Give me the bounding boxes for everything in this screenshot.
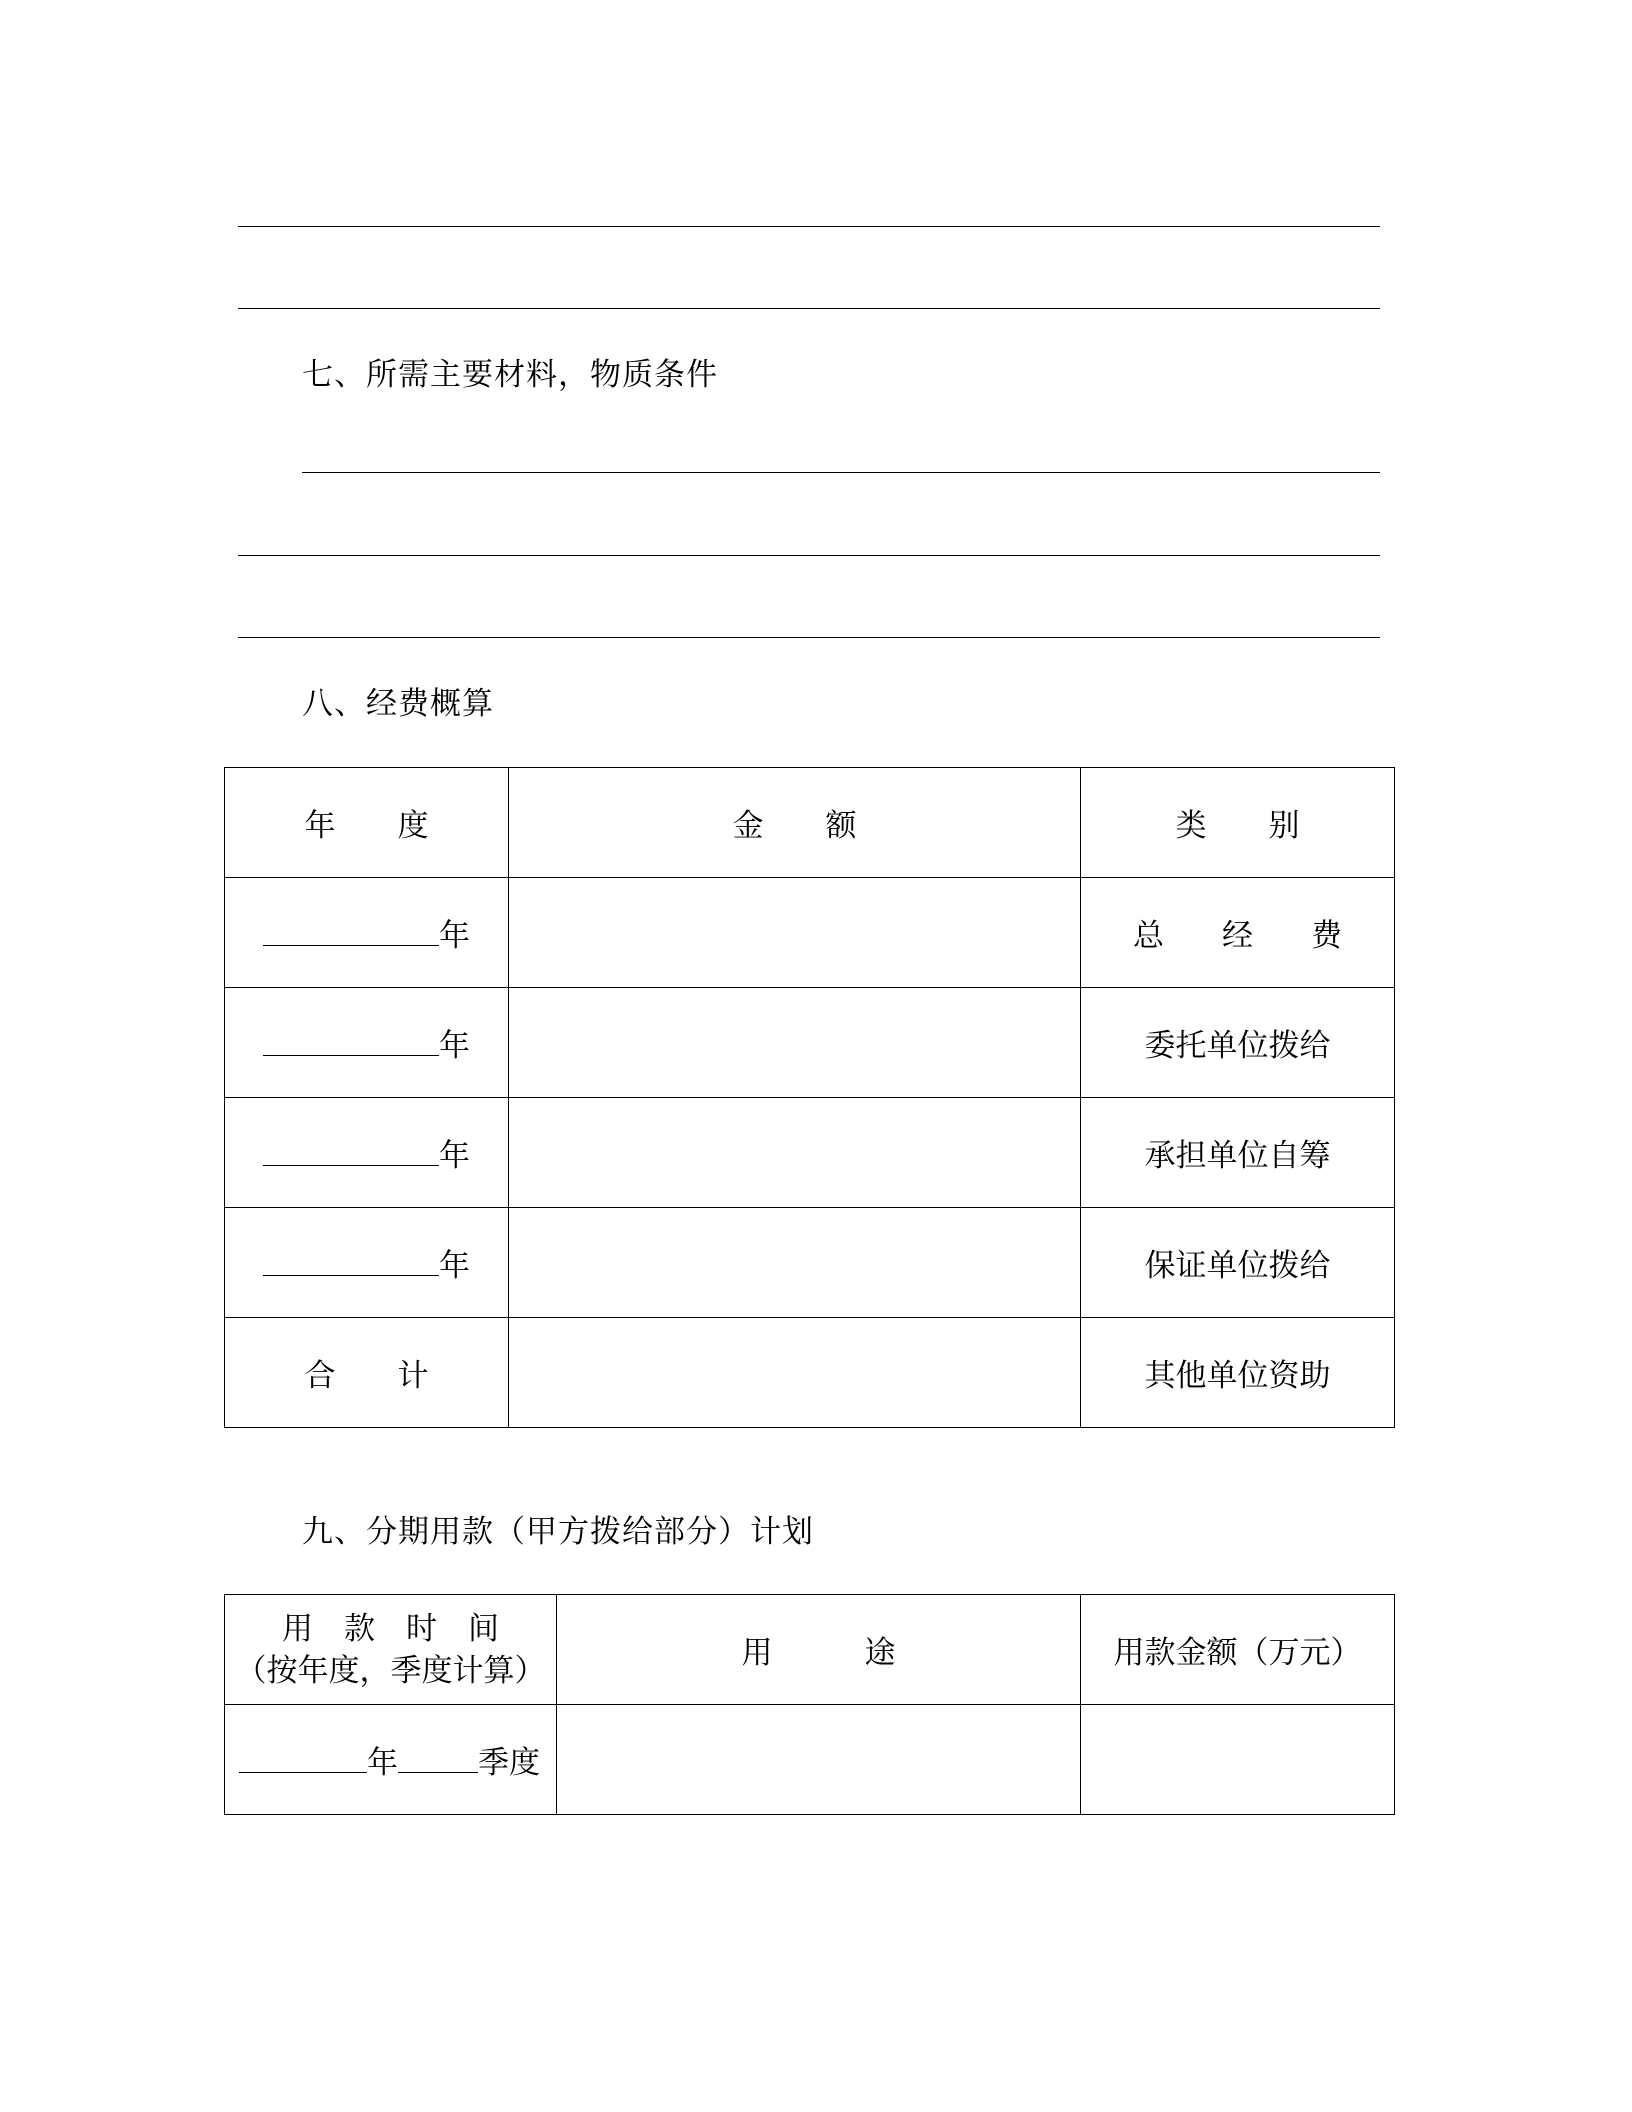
category-cell: 委托单位拨给 <box>1081 988 1395 1098</box>
table-row <box>225 988 1395 1098</box>
table-row <box>225 1318 1395 1428</box>
year-blank[interactable] <box>263 1245 439 1276</box>
table-row <box>225 1705 1395 1815</box>
section9-heading: 九、分期用款（甲方拨给部分）计划 <box>302 1514 814 1550</box>
table-row <box>225 878 1395 988</box>
category-cell: 承担单位自筹 <box>1081 1098 1395 1208</box>
category-cell: 其他单位资助 <box>1081 1318 1395 1428</box>
category-cell: 总 经 费 <box>1081 878 1395 988</box>
section8-heading: 八、经费概算 <box>302 686 494 722</box>
header-category: 类 别 <box>1081 768 1395 878</box>
year-blank[interactable] <box>263 1135 439 1166</box>
amount-cell[interactable] <box>509 988 1081 1098</box>
header-amount: 用款金额（万元） <box>1081 1595 1395 1705</box>
year-cell[interactable]: 年 <box>225 988 509 1098</box>
period-cell[interactable]: 年 季度 <box>225 1705 557 1815</box>
year-blank[interactable] <box>239 1742 367 1773</box>
header-amount: 金 额 <box>509 768 1081 878</box>
year-blank[interactable] <box>263 915 439 946</box>
table-row <box>225 1208 1395 1318</box>
amount-cell[interactable] <box>509 1098 1081 1208</box>
header-time-note: （按年度，季度计算） <box>235 1652 546 1689</box>
table-header-row <box>225 768 1395 878</box>
blank-line <box>302 472 1380 473</box>
amount-cell[interactable] <box>509 1318 1081 1428</box>
amount-cell[interactable] <box>509 878 1081 988</box>
category-cell: 保证单位拨给 <box>1081 1208 1395 1318</box>
disbursement-table <box>224 1594 1395 1815</box>
header-time: 用 款 时 间 （按年度，季度计算） <box>225 1595 557 1705</box>
year-cell[interactable]: 年 <box>225 878 509 988</box>
year-cell[interactable]: 年 <box>225 1208 509 1318</box>
header-use: 用 途 <box>557 1595 1081 1705</box>
section7-heading: 七、所需主要材料，物质条件 <box>302 357 718 393</box>
header-year: 年 度 <box>225 768 509 878</box>
amount-cell[interactable] <box>1081 1705 1395 1815</box>
total-label-cell: 合 计 <box>225 1318 509 1428</box>
table-header-row <box>225 1595 1395 1705</box>
year-blank[interactable] <box>263 1025 439 1056</box>
budget-table <box>224 767 1395 1428</box>
blank-line <box>238 226 1380 227</box>
quarter-blank[interactable] <box>398 1742 478 1773</box>
blank-line <box>238 555 1380 556</box>
table-row <box>225 1098 1395 1208</box>
year-cell[interactable]: 年 <box>225 1098 509 1208</box>
blank-line <box>238 637 1380 638</box>
use-cell[interactable] <box>557 1705 1081 1815</box>
blank-line <box>238 308 1380 309</box>
amount-cell[interactable] <box>509 1208 1081 1318</box>
